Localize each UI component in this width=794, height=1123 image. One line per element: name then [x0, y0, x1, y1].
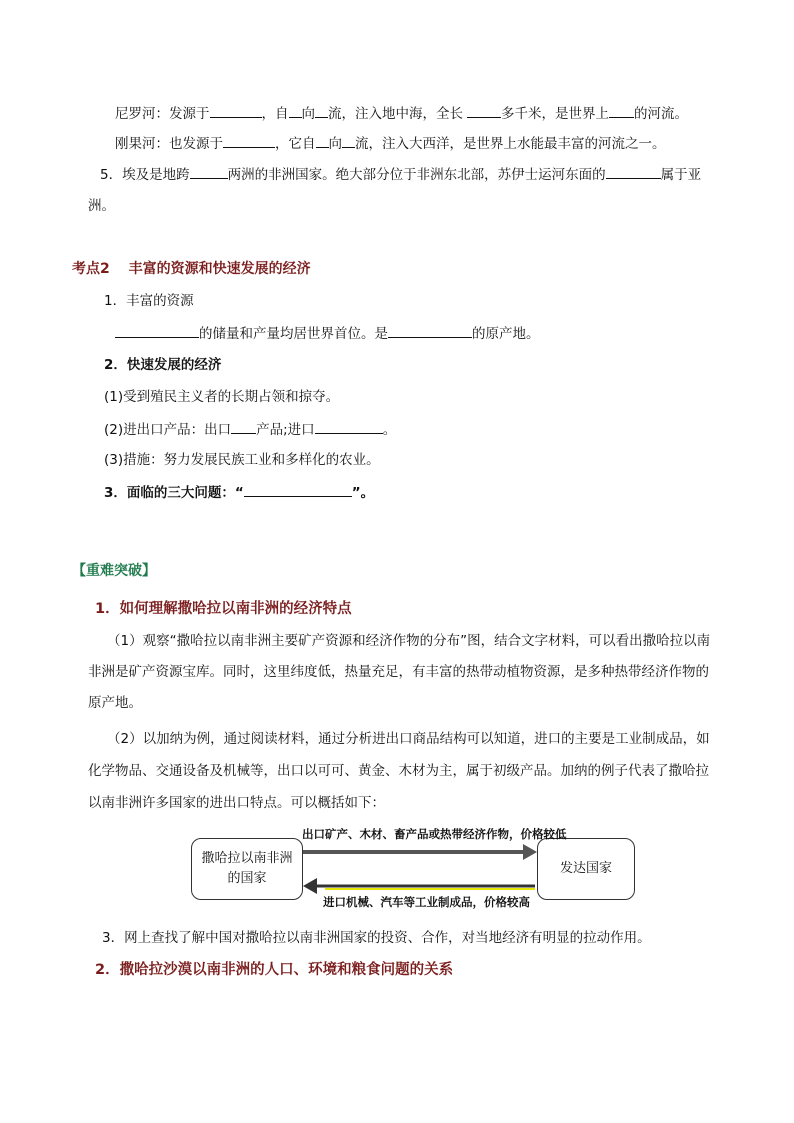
box-label: 发达国家 [559, 861, 612, 876]
problems-line [104, 482, 374, 503]
blank [315, 419, 383, 434]
blank [210, 103, 262, 118]
box-label: 撒哈拉以南非洲 [201, 851, 293, 866]
key-heading: 【重难突破】 [72, 563, 156, 579]
blank [388, 323, 472, 338]
paragraph-line: 3．网上查找了解中国对撒哈拉以南非洲国家的投资、合作，对当地经济有明显的拉动作用。 [102, 930, 651, 946]
text: 流，注入地中海，全长 [328, 106, 463, 122]
text: 流，注入大西洋，是世界上水能最丰富的河流之一。 [355, 136, 666, 152]
text: 向 [328, 136, 342, 152]
blank [289, 103, 302, 118]
text: 两洲的非洲国家。绝大部分位于非洲东北部，苏伊士运河东面的 [227, 167, 606, 183]
paragraph-line: （1）观察“撒哈拉以南非洲主要矿产资源和经济作物的分布”图，结合文字材料，可以看出撒哈拉以南 [107, 633, 711, 649]
blank [467, 103, 501, 118]
paragraph-line: 化学物品、交通设备及机械等，出口以可可、黄金、木材为主，属于初级产品。加纳的例子代表了撒哈拉 [88, 763, 709, 779]
blank [190, 164, 228, 179]
text: 刚果河：也发源于 [115, 136, 223, 152]
import-arrow-head [303, 878, 317, 894]
text: ，它自 [275, 136, 316, 152]
text: 5．埃及是地跨 [100, 167, 190, 183]
blank [316, 133, 329, 148]
text: 的原产地。 [472, 326, 540, 342]
text: 尼罗河：发源于 [115, 106, 210, 122]
sub-heading: 1．丰富的资源 [104, 293, 194, 309]
import-label: 进口机械、汽车等工业制成品，价格较高 [323, 895, 530, 909]
paragraph-line: 非洲是矿产资源宝库。同时，这里纬度低，热量充足，有丰富的热带动植物资源，是多种热带经济作物的 [88, 664, 709, 680]
paragraph-line: 以南非洲许多国家的进出口特点。可以概括如下： [88, 795, 385, 811]
blank [244, 482, 352, 497]
text: 产品;进口 [256, 422, 315, 438]
text: 多千米，是世界上 [501, 106, 609, 122]
text: 。 [382, 422, 397, 438]
sub-heading: 2．快速发展的经济 [104, 357, 222, 373]
text: 的储量和产量均居世界首位。是 [199, 326, 388, 342]
key-title-2: 2．撒哈拉沙漠以南非洲的人口、环境和粮食问题的关系 [95, 962, 454, 978]
item5-line [100, 164, 701, 185]
africa-box [191, 838, 303, 900]
paragraph-line: （2）以加纳为例，通过阅读材料，通过分析进出口商品结构可以知道，进口的主要是工业制成品，如 [107, 731, 710, 747]
trade-line [104, 419, 396, 440]
item5-cont: 洲。 [88, 198, 115, 214]
blank [342, 133, 355, 148]
blank [609, 103, 634, 118]
text: 3．面临的三大问题：“ [104, 485, 244, 501]
paragraph: (3)措施：努力发展民族工业和多样化的农业。 [104, 452, 380, 468]
section-title: 考点2 丰富的资源和快速发展的经济 [72, 261, 311, 277]
resources-line [115, 323, 540, 344]
key-title-1: 1．如何理解撒哈拉以南非洲的经济特点 [95, 601, 352, 617]
blank [223, 133, 275, 148]
text: 的河流。 [634, 106, 688, 122]
text: ”。 [351, 485, 375, 501]
text: 属于亚 [660, 167, 702, 183]
paragraph: (1)受到殖民主义者的长期占领和掠夺。 [104, 389, 340, 405]
text: 向 [301, 106, 315, 122]
nile-line [115, 103, 688, 124]
paragraph-line: 原产地。 [88, 695, 142, 711]
blank [231, 419, 256, 434]
congo-line [115, 133, 666, 154]
text: ，自 [261, 106, 289, 122]
blank [606, 164, 661, 179]
text: (2)进出口产品：出口 [104, 422, 232, 438]
trade-flow-diagram [185, 822, 640, 917]
box-label: 的国家 [227, 871, 267, 886]
blank [115, 323, 199, 338]
export-arrow-head [523, 844, 537, 860]
blank [315, 103, 328, 118]
developed-box [537, 838, 635, 900]
export-label: 出口矿产、木材、畜产品或热带经济作物，价格较低 [302, 827, 567, 841]
